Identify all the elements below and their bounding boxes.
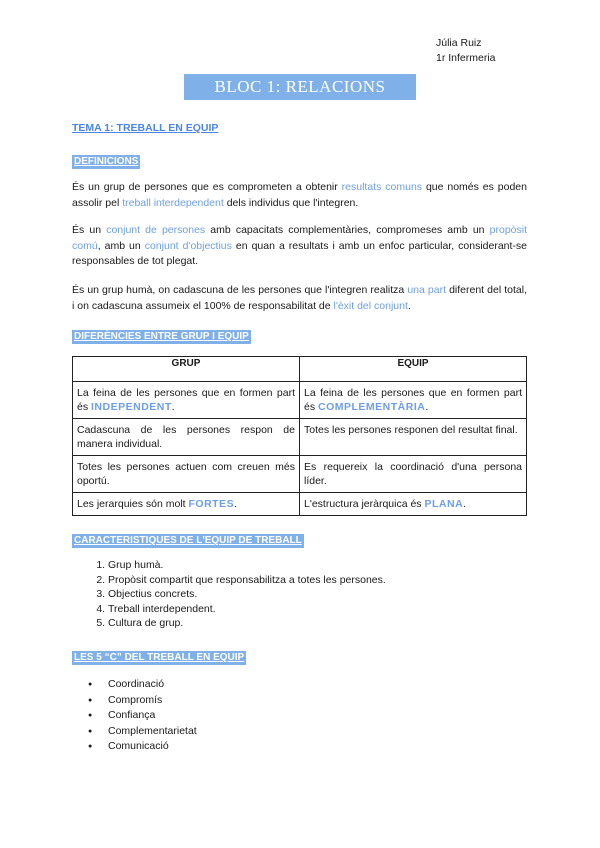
caracteristiques-list (72, 558, 548, 631)
definition-paragraph-3 (72, 283, 527, 314)
table-cell (73, 493, 300, 516)
text-run: . (463, 498, 467, 510)
section-diferencies-label: DIFERÈNCIES ENTRE GRUP I EQUIP (74, 331, 249, 342)
list-item: 2. Propòsit compartit que responsabilitza a totes les persones. (108, 573, 548, 588)
text-run: que només es poden assolir pel (72, 181, 527, 209)
list-item: 4. Treball interdependent. (108, 602, 548, 617)
les-c-list (72, 677, 197, 755)
section-caracteristiques-label: CARACTERISTIQUES DE L'EQUIP DE TREBALL (74, 535, 302, 546)
text-run: en quan a resultats i amb un enfoc particular, considerant-se responsables de tot plegat. (72, 239, 528, 267)
section-caracteristiques (72, 530, 304, 548)
table-cell: Totes les persones actuen com creuen més oportú. (73, 456, 300, 493)
text-run: . (234, 498, 237, 510)
keyword-plana: PLANA (424, 498, 464, 510)
table-header-row (73, 357, 527, 382)
keyword-treball-interdependent: treball interdependent (122, 196, 224, 209)
text-run: , amb un (97, 239, 145, 252)
keyword-exit-conjunt: l'èxit del conjunt (333, 299, 408, 312)
table-cell: Cadascuna de les persones respon de manera individual. (73, 419, 300, 456)
keyword-conjunt-objectius: conjunt d'objectius (144, 239, 232, 252)
table-cell: Totes les persones responen del resultat final. (300, 419, 527, 456)
text-run: . (171, 401, 175, 413)
list-item: 5. Cultura de grup. (108, 616, 548, 631)
list-item: 3. Objectius concrets. (108, 587, 548, 602)
author-course: 1r Infermeria (436, 52, 496, 64)
text-run: dels individus que l'integren. (223, 196, 359, 209)
text-run: diferent del total, i on cadascuna assumeix el 100% de responsabilitat de (72, 284, 527, 312)
keyword-una-part: una part (407, 284, 446, 296)
comparison-table (72, 356, 527, 516)
text-run: . (425, 401, 429, 413)
table-cell: Es requereix la coordinació d'una persona líder. (300, 456, 527, 493)
list-item: ● Coordinació (108, 677, 197, 693)
list-item: 1. Grup humà. (108, 558, 548, 573)
keyword-resultats-comuns: resultats comuns (341, 181, 423, 193)
list-item: ● Confiança (108, 708, 197, 724)
list-item: ● Comunicació (108, 739, 197, 755)
text-run: Les jerarquies són molt (77, 498, 189, 510)
text-run: La feina de les persones que en formen part és (304, 387, 522, 413)
text-run: És un grup humà, on cadascuna de les persones que l'integren realitza (72, 284, 408, 296)
text-run: La feina de les persones que en formen part és (77, 387, 295, 413)
keyword-fortes: FORTES (188, 498, 235, 510)
table-row (73, 493, 527, 516)
section-les-c-label: LES 5 “C” DEL TREBALL EN EQUIP (74, 652, 245, 663)
keyword-conjunt-persones: conjunt de persones (106, 224, 206, 236)
table-row (73, 419, 527, 456)
author-name: Júlia Ruiz (436, 37, 482, 49)
definition-paragraph-2 (72, 223, 527, 270)
text-run: amb capacitats complementàries, compromeses amb un (205, 224, 490, 236)
table-cell (300, 493, 527, 516)
table-cell (300, 382, 527, 419)
table-row (73, 456, 527, 493)
list-item: ● Compromís (108, 693, 197, 709)
text-run: . (407, 299, 411, 312)
keyword-complementaria: COMPLEMENTÀRIA (318, 401, 426, 413)
section-definicions-label: DEFINICIONS (74, 156, 139, 167)
column-header-equip: EQUIP (300, 357, 527, 382)
section-les-c (72, 647, 246, 665)
text-run: És un grup de persones que es comprometen a obtenir (72, 181, 342, 193)
section-diferencies (72, 326, 251, 344)
document-title: BLOC 1: RELACIONS INTERPERSONALS (184, 74, 416, 100)
definition-paragraph-1 (72, 180, 527, 211)
topic-heading: TEMA 1: TREBALL EN EQUIP (72, 122, 219, 134)
section-definicions (72, 151, 140, 169)
keyword-proposit-comu: propòsit comú (72, 224, 527, 252)
text-run: És un (72, 224, 107, 236)
text-run: L'estructura jeràrquica és (304, 498, 425, 510)
table-cell (73, 382, 300, 419)
table-row (73, 382, 527, 419)
keyword-independent: INDEPENDENT (91, 401, 172, 413)
list-item: ● Complementarietat (108, 724, 197, 740)
column-header-grup: GRUP (73, 357, 300, 382)
author-block (436, 36, 496, 66)
